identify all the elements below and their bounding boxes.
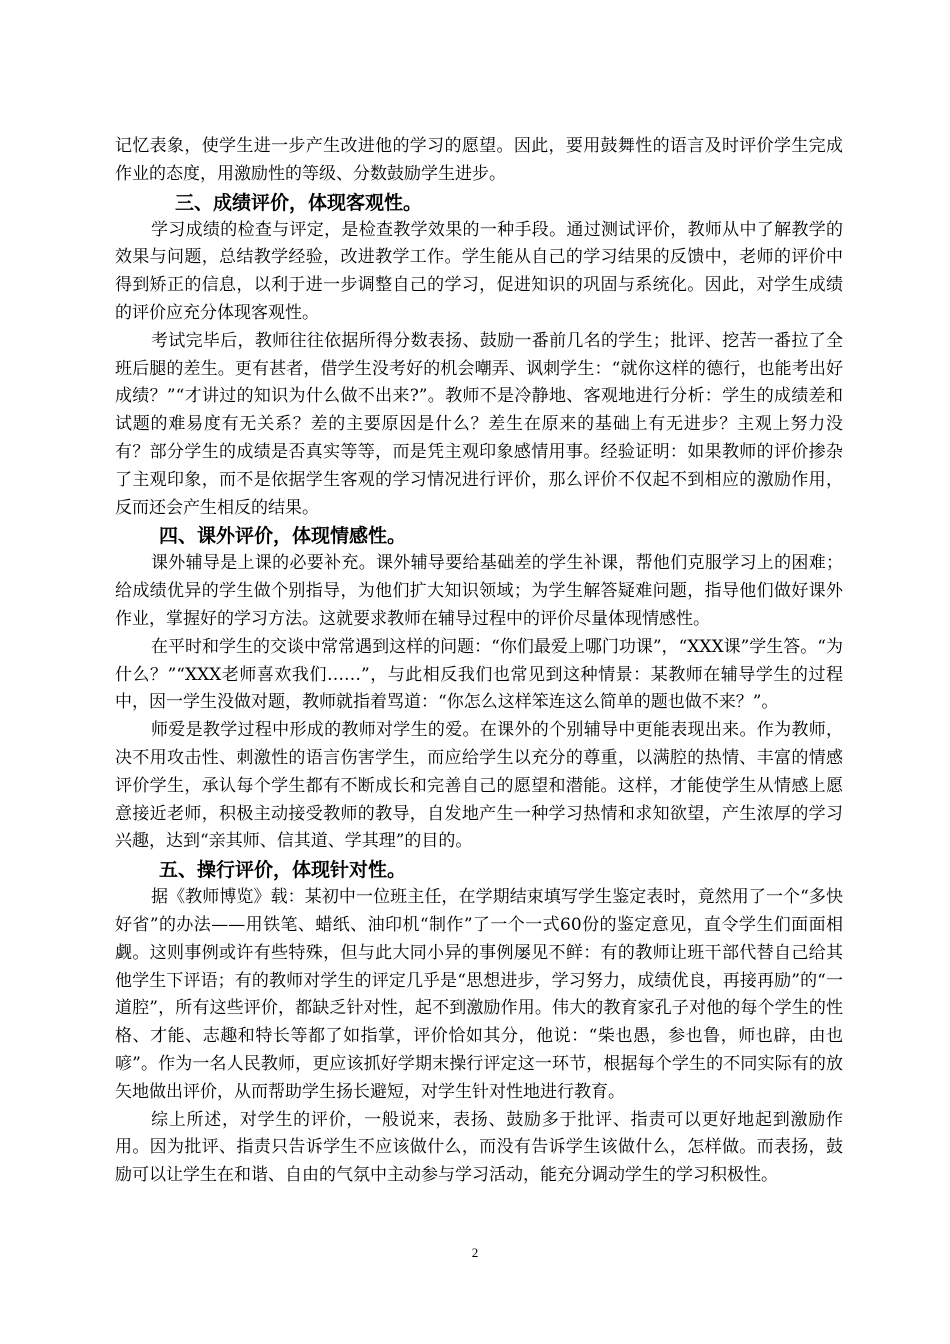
- paragraph: 记忆表象，使学生进一步产生改进他的学习的愿望。因此，要用鼓舞性的语言及时评价学生完成作业的态度，用激励性的等级、分数鼓励学生进步。: [115, 136, 843, 184]
- paragraph: 在平时和学生的交谈中常常遇到这样的问题：“你们最爱上哪门功课”，“XXX课”学生答。“为什么？”“XXX老师喜欢我们……”，与此相反我们也常见到这种情景：某教师在辅导学生的过程中，因一学生没做对题，教师就指着骂道：“你怎么这样笨连这么简单的题也做不来？”。: [115, 636, 843, 713]
- paragraph: 师爱是教学过程中形成的教师对学生的爱。在课外的个别辅导中更能表现出来。作为教师，决不用攻击性、刺激性的语言伤害学生，而应给学生以充分的尊重，以满腔的热情、丰富的情感评价学生，承认每个学生都有不断成长和完善自己的愿望和潜能。这样，才能使学生从情感上愿意接近老师，积极主动接受教师的教导，自发地产生一种学习热情和求知欲望，产生浓厚的学习兴趣，达到“亲其师、信其道、学其理”的目的。: [115, 720, 843, 852]
- section-heading-3: 三、成绩评价，体现客观性。: [175, 191, 423, 214]
- paragraph: 学习成绩的检查与评定，是检查教学效果的一种手段。通过测试评价，教师从中了解教学的效果与问题，总结教学经验，改进教学工作。学生能从自己的学习结果的反馈中，老师的评价中得到矫正的信息，以利于进一步调整自己的学习，促进知识的巩固与系统化。因此，对学生成绩的评价应充分体现客观性。: [115, 219, 843, 323]
- section-heading-5: 五、操行评价，体现针对性。: [159, 859, 407, 882]
- paragraph: 课外辅导是上课的必要补充。课外辅导要给基础差的学生补课，帮他们克服学习上的困难；给成绩优异的学生做个别指导，为他们扩大知识领域；为学生解答疑难问题，指导他们做好课外作业，掌握好的学习方法。这就要求教师在辅导过程中的评价尽量体现情感性。: [115, 553, 843, 629]
- page-number: 2: [471, 1245, 479, 1260]
- paragraph: 据《教师博览》载：某初中一位班主任，在学期结束填写学生鉴定表时，竟然用了一个“多快好省”的办法——用铁笔、蜡纸、油印机“制作”了一个一式60份的鉴定意见，直令学生们面面相觑。这则事例或许有些特殊，但与此大同小异的事例屡见不鲜：有的教师让班干部代替自己给其他学生下评语；有的教师对学生的评定几乎是“思想进步，学习努力，成绩优良，再接再励”的“一道腔”，所有这些评价，都缺乏针对性，起不到激励作用。伟大的教育家孔子对他的每个学生的性格、才能、志趣和特长等都了如指掌，评价恰如其分，他说：“柴也愚，参也鲁，师也辟，由也喭”。作为一名人民教师，更应该抓好学期末操行评定这一环节，根据每个学生的不同实际有的放矢地做出评价，从而帮助学生扬长避短，对学生针对性地进行教育。: [115, 887, 843, 1102]
- section-heading-4: 四、课外评价，体现情感性。: [159, 525, 407, 548]
- document-body: [115, 133, 843, 1190]
- paragraph: 考试完毕后，教师往往依据所得分数表扬、鼓励一番前几名的学生；批评、挖苦一番拉了全班后腿的差生。更有甚者，借学生没考好的机会嘲弄、讽刺学生：“就你这样的德行，也能考出好成绩？”“才讲过的知识为什么做不出来?”。教师不是冷静地、客观地进行分析：学生的成绩差和试题的难易度有无关系？差的主要原因是什么？差生在原来的基础上有无进步？主观上努力没有？部分学生的成绩是否真实等等，而是凭主观印象感情用事。经验证明：如果教师的评价掺杂了主观印象，而不是依据学生客观的学习情况进行评价，那么评价不仅起不到相应的激励作用，反而还会产生相反的结果。: [115, 330, 843, 518]
- paragraph: 综上所述，对学生的评价，一般说来，表扬、鼓励多于批评、指责可以更好地起到激励作用。因为批评、指责只告诉学生不应该做什么，而没有告诉学生该做什么，怎样做。而表扬，鼓励可以让学生在和谐、自由的气氛中主动参与学习活动，能充分调动学生的学习积极性。: [115, 1109, 843, 1186]
